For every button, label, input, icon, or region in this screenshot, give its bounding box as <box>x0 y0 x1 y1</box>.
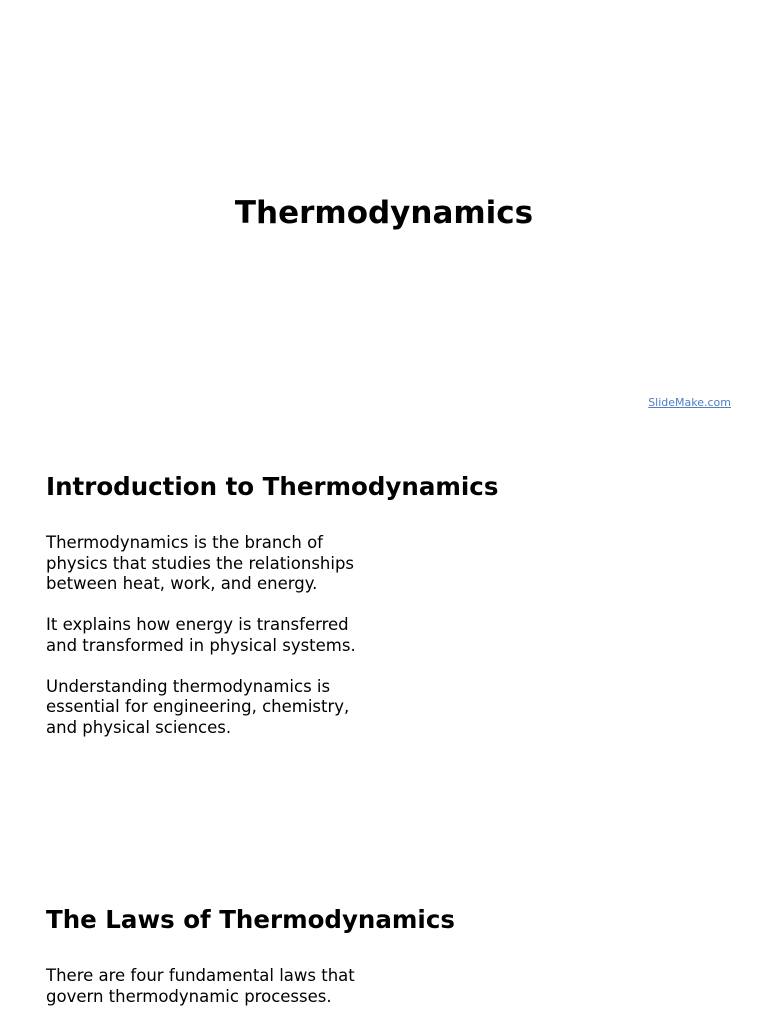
slide-body <box>46 533 376 759</box>
body-paragraph: There are four fundamental laws that govern thermodynamic processes. <box>46 966 355 1006</box>
slide-introduction <box>0 432 768 864</box>
body-paragraph: Thermodynamics is the branch of physics that studies the relationships between heat, work, and energy. <box>46 533 355 593</box>
slide-laws <box>0 864 768 1024</box>
title-slide <box>0 0 768 432</box>
body-paragraph: Understanding thermodynamics is essential for engineering, chemistry, and physical sciences. <box>46 676 350 737</box>
slidemake-credit-link[interactable]: SlideMake.com <box>648 396 731 409</box>
slide-title: Introduction to Thermodynamics <box>46 472 499 501</box>
deck-title: Thermodynamics <box>234 195 534 231</box>
slide-body <box>46 966 376 1028</box>
slide-title: The Laws of Thermodynamics <box>46 905 455 934</box>
body-paragraph: It explains how energy is transferred and transformed in physical systems. <box>46 615 356 655</box>
